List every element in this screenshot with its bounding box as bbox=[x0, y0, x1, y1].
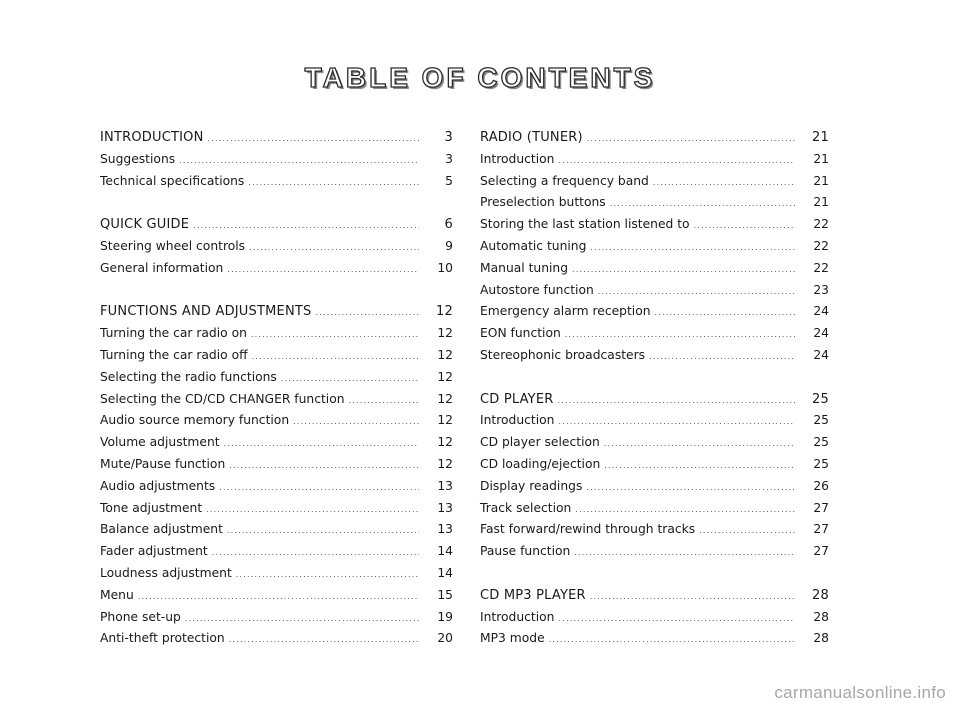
dot-leader bbox=[694, 215, 795, 237]
toc-entry[interactable] bbox=[480, 476, 829, 498]
toc-entry[interactable] bbox=[100, 367, 453, 389]
toc-entry-label: Technical specifications bbox=[100, 173, 245, 188]
dot-leader bbox=[138, 586, 419, 608]
dot-leader bbox=[610, 193, 795, 215]
toc-entry[interactable] bbox=[480, 258, 829, 280]
dot-leader bbox=[587, 128, 795, 150]
toc-page-number: 23 bbox=[813, 282, 829, 297]
toc-page-number: 3 bbox=[445, 151, 453, 166]
dot-leader bbox=[557, 390, 795, 412]
toc-entry[interactable] bbox=[480, 149, 829, 171]
toc-page-number: 22 bbox=[813, 217, 829, 232]
toc-entry-label: INTRODUCTION bbox=[100, 130, 204, 145]
toc-entry[interactable] bbox=[100, 519, 453, 541]
toc-entry[interactable] bbox=[480, 345, 829, 367]
dot-leader bbox=[236, 564, 419, 586]
dot-leader bbox=[219, 477, 419, 499]
dot-leader bbox=[212, 542, 419, 564]
toc-entry-label: Introduction bbox=[480, 151, 555, 166]
toc-entry[interactable] bbox=[100, 607, 453, 629]
toc-entry-label: FUNCTIONS AND ADJUSTMENTS bbox=[100, 304, 312, 320]
toc-entry[interactable] bbox=[480, 519, 829, 541]
toc-entry[interactable] bbox=[480, 301, 829, 323]
toc-entry-label: CD PLAYER bbox=[480, 391, 554, 407]
toc-entry-label: Steering wheel controls bbox=[100, 238, 246, 253]
toc-entry[interactable] bbox=[480, 498, 829, 520]
dot-leader bbox=[598, 281, 795, 303]
toc-entry-label: EON function bbox=[480, 326, 561, 341]
toc-entry[interactable] bbox=[480, 410, 829, 432]
dot-leader bbox=[590, 586, 795, 608]
toc-page-number: 14 bbox=[437, 544, 453, 559]
dot-leader bbox=[206, 499, 419, 521]
toc-page-number: 25 bbox=[813, 435, 829, 450]
toc-entry-label: Mute/Pause function bbox=[100, 456, 226, 471]
toc-entry-label: Fast forward/rewind through tracks bbox=[480, 522, 696, 537]
dot-leader bbox=[179, 150, 419, 172]
dot-leader bbox=[586, 477, 795, 499]
dot-leader bbox=[208, 128, 420, 150]
toc-entry[interactable] bbox=[100, 628, 453, 650]
section-gap bbox=[480, 367, 829, 389]
dot-leader bbox=[229, 455, 419, 477]
toc-entry-label: Loudness adjustment bbox=[100, 565, 232, 580]
toc-entry[interactable] bbox=[480, 280, 829, 302]
toc-entry-label: Anti-theft protection bbox=[100, 631, 225, 646]
dot-leader bbox=[590, 237, 795, 259]
toc-page-number: 20 bbox=[437, 631, 453, 646]
toc-entry-label: RADIO (TUNER) bbox=[480, 130, 583, 145]
dot-leader bbox=[251, 324, 419, 346]
dot-leader bbox=[655, 302, 795, 324]
dot-leader bbox=[227, 520, 419, 542]
section-gap bbox=[100, 280, 453, 302]
dot-leader bbox=[224, 433, 419, 455]
toc-entry-label: Balance adjustment bbox=[100, 522, 223, 537]
toc-page-number: 28 bbox=[813, 631, 829, 646]
toc-section-heading[interactable] bbox=[480, 389, 829, 411]
dot-leader bbox=[193, 215, 419, 237]
toc-entry-label: Selecting a frequency band bbox=[480, 173, 649, 188]
toc-page-number: 12 bbox=[437, 369, 453, 384]
toc-entry-label: Fader adjustment bbox=[100, 544, 208, 559]
dot-leader bbox=[558, 150, 795, 172]
toc-page-number: 15 bbox=[437, 587, 453, 602]
toc-entry[interactable] bbox=[480, 454, 829, 476]
toc-entry-label: MP3 mode bbox=[480, 631, 545, 646]
toc-section-heading[interactable] bbox=[480, 585, 829, 607]
toc-entry-label: Volume adjustment bbox=[100, 435, 220, 450]
toc-page-number: 25 bbox=[813, 456, 829, 471]
dot-leader bbox=[293, 411, 419, 433]
toc-entry-label: Menu bbox=[100, 587, 134, 602]
toc-entry-label: Turning the car radio off bbox=[100, 347, 248, 362]
toc-entry[interactable] bbox=[100, 323, 453, 345]
toc-page-number: 24 bbox=[813, 347, 829, 362]
toc-page-number: 12 bbox=[437, 326, 453, 341]
toc-entry[interactable] bbox=[100, 171, 453, 193]
toc-entry-label: Selecting the CD/CD CHANGER function bbox=[100, 391, 345, 406]
toc-page-number: 13 bbox=[437, 478, 453, 493]
dot-leader bbox=[575, 499, 795, 521]
toc-page-number: 26 bbox=[813, 478, 829, 493]
toc-page-number: 14 bbox=[437, 565, 453, 580]
toc-page-number: 12 bbox=[437, 391, 453, 406]
toc-entry-label: Audio source memory function bbox=[100, 413, 290, 428]
dot-leader bbox=[315, 302, 419, 324]
toc-entry[interactable] bbox=[100, 236, 453, 258]
toc-section-heading[interactable] bbox=[100, 214, 453, 236]
dot-leader bbox=[649, 346, 795, 368]
toc-entry-label: CD loading/ejection bbox=[480, 456, 601, 471]
dot-leader bbox=[281, 368, 419, 390]
dot-leader bbox=[558, 411, 795, 433]
dot-leader bbox=[604, 455, 795, 477]
toc-entry[interactable] bbox=[480, 323, 829, 345]
toc-page-number: 3 bbox=[444, 130, 453, 145]
toc-page-number: 12 bbox=[437, 435, 453, 450]
toc-entry[interactable] bbox=[100, 498, 453, 520]
toc-entry[interactable] bbox=[480, 236, 829, 258]
watermark: carmanualsonline.info bbox=[774, 683, 946, 702]
dot-leader bbox=[549, 629, 795, 651]
dot-leader bbox=[604, 433, 795, 455]
toc-section-heading[interactable] bbox=[100, 127, 453, 149]
toc-page-number: 28 bbox=[813, 609, 829, 624]
toc-entry-label: CD MP3 PLAYER bbox=[480, 587, 586, 603]
dot-leader bbox=[185, 608, 419, 630]
toc-entry[interactable] bbox=[100, 454, 453, 476]
toc-entry[interactable] bbox=[100, 345, 453, 367]
toc-page-number: 24 bbox=[813, 304, 829, 319]
toc-page-number: 24 bbox=[813, 326, 829, 341]
toc-entry[interactable] bbox=[480, 192, 829, 214]
toc-entry-label: Manual tuning bbox=[480, 260, 569, 275]
toc-entry-label: QUICK GUIDE bbox=[100, 217, 190, 233]
section-gap bbox=[100, 192, 453, 214]
toc-entry-label: Introduction bbox=[480, 609, 555, 624]
toc-entry[interactable] bbox=[100, 476, 453, 498]
toc-entry-label: Turning the car radio on bbox=[100, 326, 247, 341]
toc-entry-label: Automatic tuning bbox=[480, 238, 587, 253]
toc-entry[interactable] bbox=[480, 432, 829, 454]
toc-page-number: 13 bbox=[437, 522, 453, 537]
toc-page-number: 19 bbox=[437, 609, 453, 624]
dot-leader bbox=[249, 237, 419, 259]
toc-entry[interactable] bbox=[100, 258, 453, 280]
dot-leader bbox=[252, 346, 419, 368]
toc-entry[interactable] bbox=[480, 541, 829, 563]
toc-entry[interactable] bbox=[480, 628, 829, 650]
dot-leader bbox=[699, 520, 795, 542]
toc-page-number: 22 bbox=[813, 238, 829, 253]
toc-page-number: 27 bbox=[813, 544, 829, 559]
toc-page-number: 21 bbox=[813, 195, 829, 210]
dot-leader bbox=[558, 608, 795, 630]
toc-entry[interactable] bbox=[480, 607, 829, 629]
toc-page-number: 12 bbox=[436, 304, 453, 320]
toc-entry[interactable] bbox=[100, 432, 453, 454]
dot-leader bbox=[229, 629, 419, 651]
toc-page-number: 21 bbox=[812, 130, 829, 145]
toc-entry[interactable] bbox=[100, 541, 453, 563]
toc-entry-label: Stereophonic broadcasters bbox=[480, 347, 646, 362]
toc-right-column bbox=[480, 127, 829, 650]
toc-entry[interactable] bbox=[480, 171, 829, 193]
toc-entry-label: Audio adjustments bbox=[100, 478, 216, 493]
toc-page-number: 13 bbox=[437, 500, 453, 515]
dot-leader bbox=[574, 542, 795, 564]
toc-entry-label: Tone adjustment bbox=[100, 500, 203, 515]
toc-page-number: 28 bbox=[812, 587, 829, 603]
toc-entry-label: Display readings bbox=[480, 478, 583, 493]
toc-page-number: 21 bbox=[813, 151, 829, 166]
toc-page-number: 27 bbox=[813, 522, 829, 537]
toc-entry-label: Phone set-up bbox=[100, 609, 181, 624]
toc-entry-label: CD player selection bbox=[480, 435, 600, 450]
toc-page-number: 6 bbox=[444, 217, 453, 233]
toc-page-number: 5 bbox=[445, 173, 453, 188]
toc-section-heading[interactable] bbox=[480, 127, 829, 149]
page-title: TABLE OF CONTENTS bbox=[304, 62, 656, 93]
dot-leader bbox=[572, 259, 795, 281]
toc-page-number: 12 bbox=[437, 347, 453, 362]
toc-page-number: 25 bbox=[813, 413, 829, 428]
toc-page-number: 22 bbox=[813, 260, 829, 275]
toc-page-number: 27 bbox=[813, 500, 829, 515]
toc-entry-label: Pause function bbox=[480, 544, 571, 559]
toc-left-column bbox=[100, 127, 453, 650]
toc-entry-label: Preselection buttons bbox=[480, 195, 606, 210]
toc-entry[interactable] bbox=[100, 585, 453, 607]
toc-page-number: 12 bbox=[437, 413, 453, 428]
dot-leader bbox=[565, 324, 795, 346]
toc-page-number: 25 bbox=[812, 391, 829, 407]
toc-entry-label: Track selection bbox=[480, 500, 572, 515]
toc-entry-label: Introduction bbox=[480, 413, 555, 428]
toc-entry[interactable] bbox=[100, 389, 453, 411]
toc-entry[interactable] bbox=[100, 563, 453, 585]
section-gap bbox=[480, 563, 829, 585]
toc-entry[interactable] bbox=[100, 149, 453, 171]
toc-entry-label: Selecting the radio functions bbox=[100, 369, 277, 384]
toc-entry-label: Storing the last station listened to bbox=[480, 217, 690, 232]
toc-entry-label: General information bbox=[100, 260, 224, 275]
dot-leader bbox=[349, 390, 419, 412]
dot-leader bbox=[227, 259, 419, 281]
dot-leader bbox=[248, 172, 419, 194]
toc-entry-label: Autostore function bbox=[480, 282, 594, 297]
toc-entry-label: Emergency alarm reception bbox=[480, 304, 651, 319]
toc-section-heading[interactable] bbox=[100, 301, 453, 323]
dot-leader bbox=[653, 172, 795, 194]
toc-page-number: 10 bbox=[437, 260, 453, 275]
toc-page-number: 12 bbox=[437, 456, 453, 471]
toc-entry-label: Suggestions bbox=[100, 151, 176, 166]
toc-page-number: 9 bbox=[445, 238, 453, 253]
toc-entry[interactable] bbox=[100, 410, 453, 432]
toc-entry[interactable] bbox=[480, 214, 829, 236]
toc-page-number: 21 bbox=[813, 173, 829, 188]
